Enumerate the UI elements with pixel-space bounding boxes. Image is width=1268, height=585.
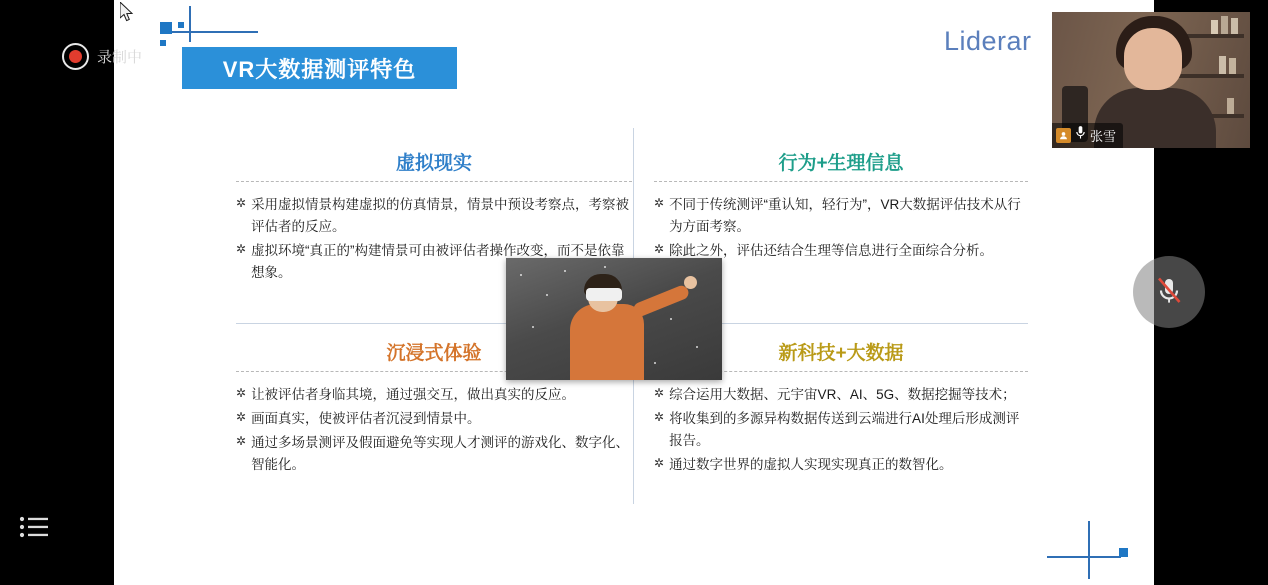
bullet-text: 综合运用大数据、元宇宙VR、AI、5G、数据挖掘等技术；	[669, 387, 1016, 402]
bullet-item	[654, 454, 1028, 476]
microphone-muted-icon	[1152, 273, 1186, 312]
decoration-square	[1119, 548, 1128, 557]
bullet-text: 除此之外，评估还结合生理等信息进行全面综合分析。	[669, 242, 994, 258]
bullet-marker-icon: ✲	[236, 241, 247, 256]
bullet-marker-icon: ✲	[654, 386, 665, 400]
bullet-marker-icon: ✲	[236, 196, 247, 210]
brand-logo-text: Liderar	[944, 26, 1032, 56]
bullet-text: 不同于传统测评“重认知，轻行为”，VR大数据评估技术从行为方面考察。	[669, 197, 1021, 234]
participant-list-icon	[19, 516, 49, 543]
vr-headset-icon	[586, 288, 622, 301]
bullet-text: 通过多场景测评及假面避免等实现人才测评的游戏化、数字化、智能化。	[251, 434, 630, 472]
bullet-item	[236, 384, 632, 406]
bullet-text: 将收集到的多源异构数据传送到云端进行AI处理后形成测评报告。	[669, 410, 1020, 448]
decoration-line	[189, 6, 191, 42]
bullet-marker-icon: ✲	[236, 386, 247, 400]
bullet-item	[236, 432, 632, 476]
bullet-marker-icon: ✲	[236, 409, 247, 424]
bullet-item	[654, 408, 1028, 452]
slide-title: VR大数据测评特色	[222, 56, 417, 82]
decoration-line	[1088, 521, 1090, 579]
bullet-text: 画面真实，使被评估者沉浸到情景中。	[251, 410, 481, 426]
video-person-face	[1124, 28, 1182, 90]
quadrant-heading: 虚拟现实	[395, 153, 472, 174]
photo-person-hand	[684, 276, 697, 289]
bullet-item	[236, 408, 632, 430]
bullet-marker-icon: ✲	[236, 433, 247, 448]
recording-label: 录制中	[97, 49, 143, 66]
quadrant-heading-rule	[236, 181, 632, 182]
quadrant-body	[654, 384, 1028, 475]
slide-center-image	[506, 258, 722, 380]
bullet-marker-icon: ✲	[654, 409, 665, 424]
bullet-marker-icon: ✲	[654, 241, 665, 256]
bullet-text: 通过数字世界的虚拟人实现实现真正的数智化。	[669, 456, 953, 472]
decoration-square	[160, 40, 166, 46]
mute-toggle-button[interactable]	[1133, 256, 1205, 328]
participant-video-tile[interactable]	[1052, 12, 1250, 148]
quadrant-body	[236, 384, 632, 475]
decoration-line	[172, 31, 258, 33]
quadrant-heading: 行为+生理信息	[778, 153, 904, 174]
quadrant-heading: 新科技+大数据	[778, 343, 904, 364]
presentation-slide	[114, 0, 1154, 585]
record-icon[interactable]	[62, 43, 89, 70]
decoration-line	[1047, 556, 1121, 558]
bullet-text: 让被评估者身临其境，通过强交互，做出真实的反应。	[251, 387, 576, 402]
bullet-item	[654, 194, 1028, 238]
photo-person-body	[570, 304, 644, 380]
slide-title-banner	[182, 47, 457, 89]
participant-badge-icon	[1056, 128, 1071, 143]
participant-list-button[interactable]	[8, 505, 60, 553]
participant-name-bar	[1052, 123, 1123, 148]
bullet-marker-icon: ✲	[654, 455, 665, 470]
decoration-square	[160, 22, 172, 34]
participant-name: 张雪	[1090, 128, 1117, 144]
bullet-text: 虚拟环境“真正的”构建情景可由被评估者操作改变，而不是依靠想象。	[251, 242, 625, 280]
mouse-pointer-icon	[120, 2, 134, 27]
quadrant-behavior-physiology	[654, 148, 1028, 264]
bullet-item	[236, 194, 632, 238]
microphone-icon	[1075, 125, 1086, 145]
quadrant-heading: 沉浸式体验	[386, 343, 482, 364]
recording-indicator[interactable]	[62, 43, 142, 70]
quadrant-body	[654, 194, 1028, 262]
bullet-marker-icon: ✲	[654, 196, 665, 210]
decoration-square	[178, 22, 184, 28]
quadrant-heading-rule	[654, 181, 1028, 182]
bullet-text: 采用虚拟情景构建虚拟的仿真情景，情景中预设考察点，考察被评估者的反应。	[251, 197, 630, 234]
bullet-item	[654, 384, 1028, 406]
